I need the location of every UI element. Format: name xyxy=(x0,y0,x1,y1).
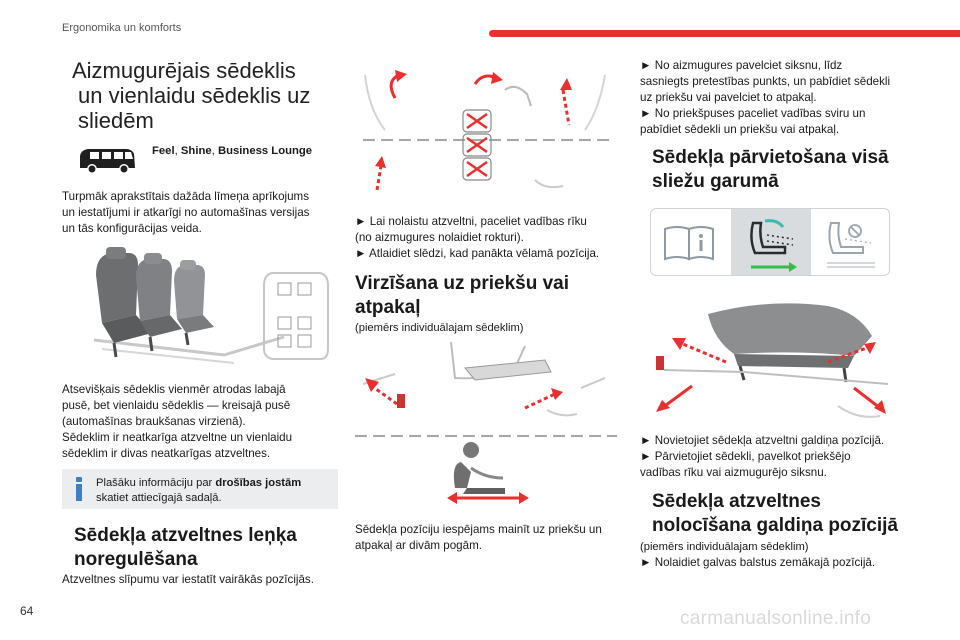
versions-line xyxy=(152,143,312,159)
procedure-icon-strip xyxy=(650,208,890,276)
van-icon xyxy=(76,146,138,176)
example-note: (piemērs individuālajam sēdeklim) xyxy=(640,541,809,553)
text-line: atpakaļ ar divām pogām. xyxy=(355,539,482,552)
step-line: ► No priekšpuses paceliet vadības sviru un xyxy=(640,107,866,120)
backrest-recline-illustration xyxy=(355,70,617,200)
rear-seats-illustration xyxy=(84,245,344,370)
step-line: vadības rīku vai aizmugurējo siksnu. xyxy=(640,466,827,479)
section-title-table-position xyxy=(652,490,907,538)
info-line: skatiet attiecīgajā sadaļā. xyxy=(96,492,222,504)
text-line: Atsevišķais sēdeklis vienmēr atrodas labajā xyxy=(62,383,286,396)
step-line: (no aizmugures nolaidiet rokturi). xyxy=(355,231,524,244)
seat-belt-info-box xyxy=(62,469,338,509)
version-business-lounge: Business Lounge xyxy=(217,145,313,157)
heading-line: noregulēšana xyxy=(74,549,198,570)
title-line: Aizmugurējais sēdeklis xyxy=(72,58,296,83)
text-line: sēdeklim ir divas neatkarīgas atzveltnes. xyxy=(62,447,271,460)
intro-paragraph xyxy=(62,189,347,237)
text-line: Turpmāk aprakstītais dažāda līmeņa aprīkojums xyxy=(62,190,310,203)
slide-steps xyxy=(640,58,905,138)
info-icon xyxy=(74,477,84,501)
text-line: Sēdekļa pozīciju iespējams mainīt uz priekšu un xyxy=(355,523,602,536)
version-shine: Shine xyxy=(180,145,212,157)
seat-full-rail-illustration xyxy=(648,296,908,430)
separator: , xyxy=(174,145,181,157)
step-line: ► Nolaidiet galvas balstus zemākajā pozīcijā. xyxy=(640,556,876,569)
seat-layout-paragraph xyxy=(62,382,347,462)
seat-no-recline-icon xyxy=(811,209,890,276)
backrest-angle-text: Atzveltnes slīpumu var iestatīt vairākās pozīcijās. xyxy=(62,573,314,586)
text-line: un tās konfigurācijas veida. xyxy=(62,222,202,235)
heading-line: Virzīšana uz priekšu vai xyxy=(355,273,570,294)
page-number: 64 xyxy=(20,604,34,618)
step-line: sasniegts pretestības punkts, un pabīdiet sēdekli xyxy=(640,75,891,88)
step-line: ► Lai nolaistu atzveltni, paceliet vadības rīku xyxy=(355,215,587,228)
step-line: ► Novietojiet sēdekļa atzveltni galdiņa pozīcijā. xyxy=(640,434,885,447)
example-note: (piemērs individuālajam sēdeklim) xyxy=(355,322,524,334)
step-line: ► No aizmugures pavelciet siksnu, līdz xyxy=(640,59,843,72)
heading-line: Sēdekļa pārvietošana visā xyxy=(652,147,889,168)
section-title-full-rail xyxy=(652,146,907,194)
seat-slide-icon xyxy=(731,209,811,276)
heading-line: nolocīšana galdiņa pozīcijā xyxy=(652,515,898,536)
info-link-seat-belts: drošības jostām xyxy=(215,477,302,489)
step-line: ► Pārvietojiet sēdekli, pavelkot priekšējo xyxy=(640,450,851,463)
step-line: ► Atlaidiet slēdzi, kad panākta vēlamā pozīcija. xyxy=(355,247,600,260)
heading-line: atpakaļ xyxy=(355,297,421,318)
text-line: pusē, bet vienlaidu sēdeklis — kreisajā pusē xyxy=(62,399,291,412)
section-title-forward-backward xyxy=(355,272,620,320)
recline-steps xyxy=(355,214,620,262)
version-feel: Feel xyxy=(152,145,175,157)
title-line: un vienlaidu sēdeklis uz xyxy=(78,83,311,108)
step-line: pabīdiet sēdekli un priekšu vai atpakaļ. xyxy=(640,123,840,136)
heading-line: sliežu garumā xyxy=(652,171,779,192)
text-line: un iestatījumi ir atkarīgi no automašīnas versijas xyxy=(62,206,310,219)
text-line: (automašīnas braukšanas virzienā). xyxy=(62,415,246,428)
watermark: carmanualsonline.info xyxy=(680,608,872,629)
heading-line: Sēdekļa atzveltnes leņķa xyxy=(74,525,297,546)
info-line xyxy=(96,476,328,491)
header-accent-bar xyxy=(489,30,960,37)
title-line: sliedēm xyxy=(78,108,154,133)
section-title-backrest-angle xyxy=(74,524,344,572)
text-line: Sēdeklim ir neatkarīga atzveltne un vienlaidu xyxy=(62,431,293,444)
heading-line: Sēdekļa atzveltnes xyxy=(652,491,821,512)
step-line: uz priekšu vai pavelciet to atpakaļ. xyxy=(640,91,817,104)
info-text: Plašāku informāciju par xyxy=(96,477,216,489)
separator: , xyxy=(211,145,218,157)
running-head: Ergonomika un komforts xyxy=(62,22,182,34)
manual-book-icon xyxy=(651,209,731,276)
full-rail-steps xyxy=(640,433,905,481)
slide-paragraph xyxy=(355,522,620,554)
section-title-rear-seat xyxy=(72,58,342,133)
seat-slide-illustration xyxy=(355,338,617,508)
